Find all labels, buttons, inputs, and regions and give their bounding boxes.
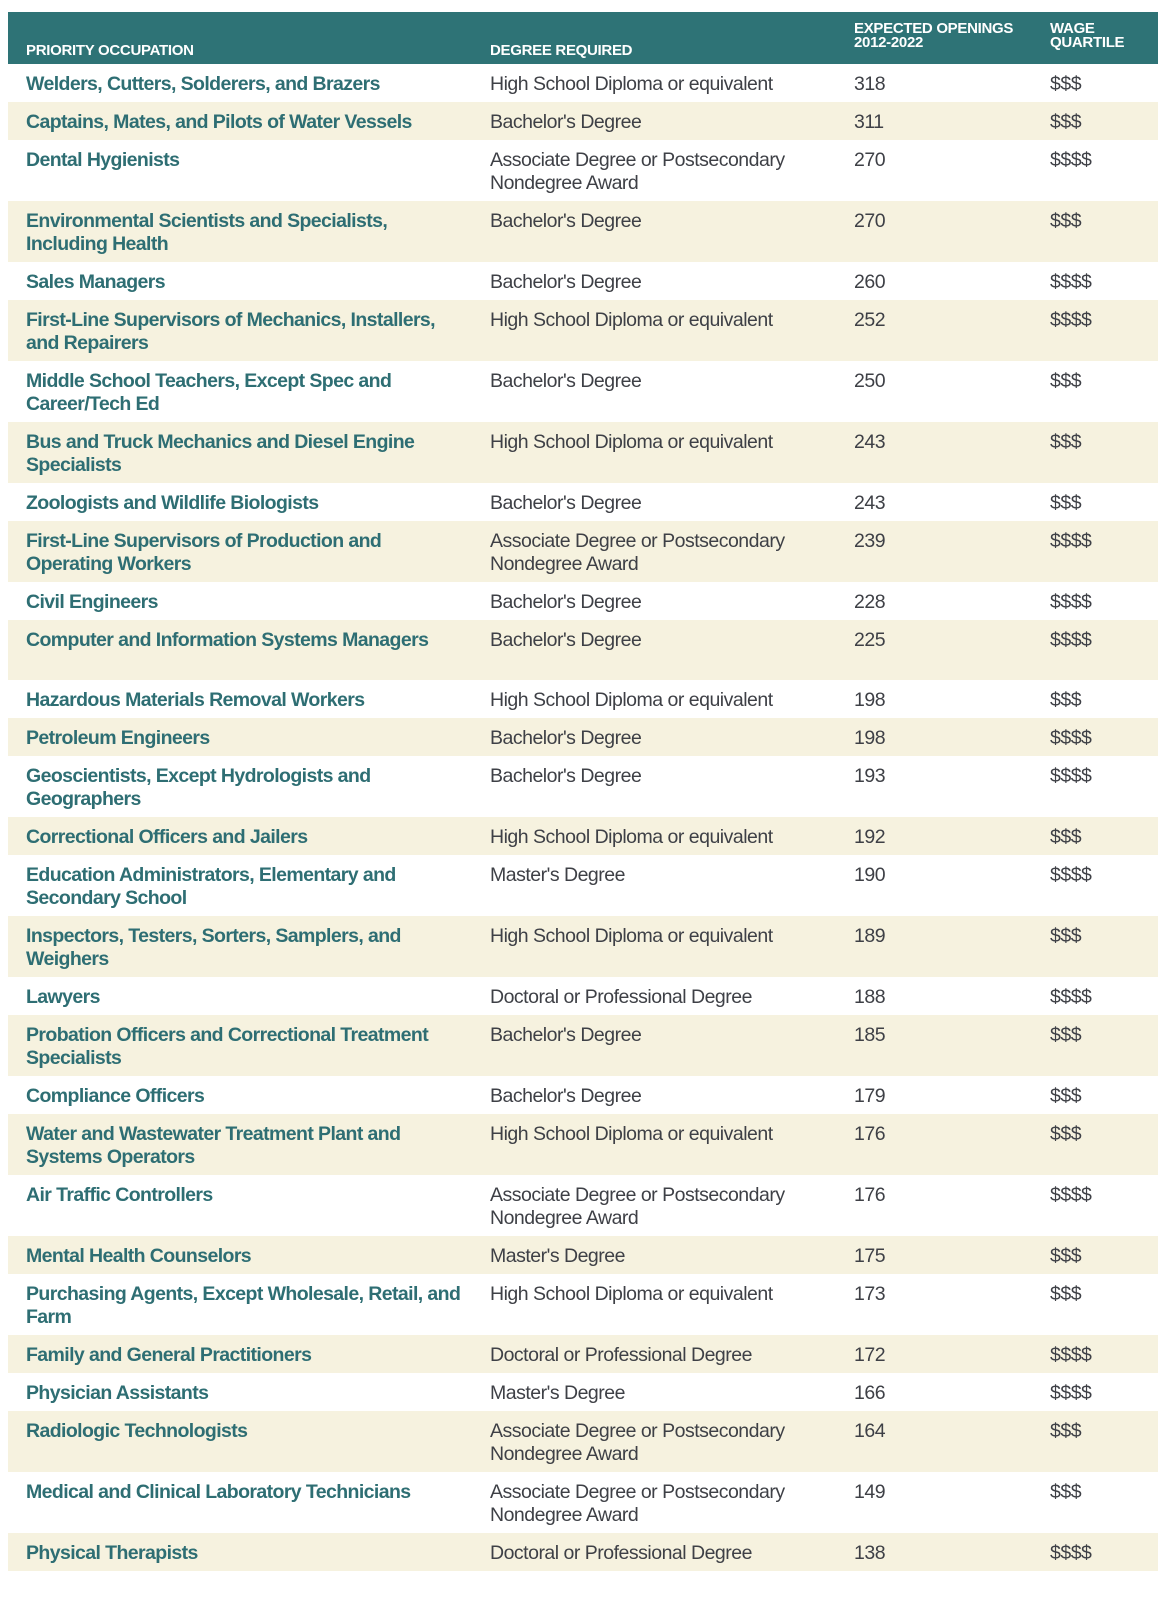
header-wage-line1: WAGE	[1050, 20, 1095, 37]
wage-cell: $$$	[1050, 111, 1082, 133]
table-row	[8, 262, 1158, 300]
occupation-cell: Captains, Mates, and Pilots of Water Vessels	[26, 111, 412, 133]
degree-cell: High School Diploma or equivalent	[490, 826, 773, 848]
wage-cell: $$$	[1050, 1024, 1082, 1046]
degree-cell: Bachelor's Degree	[490, 629, 642, 651]
openings-cell: 172	[854, 1344, 886, 1366]
openings-cell: 192	[854, 826, 886, 848]
openings-cell: 250	[854, 370, 886, 392]
openings-cell: 225	[854, 629, 886, 651]
header-occupation: PRIORITY OCCUPATION	[26, 42, 194, 59]
wage-cell: $$$	[1050, 826, 1082, 848]
openings-cell: 270	[854, 210, 886, 232]
header-openings-line1: EXPECTED OPENINGS	[854, 20, 1014, 37]
openings-cell: 179	[854, 1085, 886, 1107]
occupation-cell: First-Line Supervisors of Mechanics, Installers, and Repairers	[26, 309, 435, 354]
degree-cell: Bachelor's Degree	[490, 271, 642, 293]
wage-cell: $$$$	[1050, 986, 1092, 1008]
occupation-cell: First-Line Supervisors of Production and Operating Workers	[26, 530, 382, 575]
openings-cell: 243	[854, 492, 886, 514]
degree-cell: Bachelor's Degree	[490, 727, 642, 749]
occupation-cell: Air Traffic Controllers	[26, 1184, 213, 1206]
table-row	[8, 1472, 1158, 1533]
table-row	[8, 422, 1158, 483]
occupation-cell: Correctional Officers and Jailers	[26, 826, 308, 848]
openings-cell: 189	[854, 925, 886, 947]
wage-cell: $$$$	[1050, 1542, 1092, 1564]
openings-cell: 166	[854, 1382, 886, 1404]
occupation-cell: Probation Officers and Correctional Treatment Specialists	[26, 1024, 429, 1069]
table-row	[8, 756, 1158, 817]
table-row	[8, 1015, 1158, 1076]
occupation-cell: Sales Managers	[26, 271, 166, 293]
wage-cell: $$$$	[1050, 591, 1092, 613]
occupation-cell: Education Administrators, Elementary and Secondary School	[26, 864, 396, 909]
table-row	[8, 1533, 1158, 1571]
degree-cell: Associate Degree or Postsecondary Nondegree Award	[490, 149, 785, 194]
wage-cell: $$$	[1050, 73, 1082, 95]
header-wage	[1042, 12, 1158, 64]
wage-cell: $$$	[1050, 1085, 1082, 1107]
occupation-cell: Dental Hygienists	[26, 149, 180, 171]
wage-cell: $$$$	[1050, 1184, 1092, 1206]
table-header	[8, 12, 1158, 64]
degree-cell: Associate Degree or Postsecondary Nondegree Award	[490, 1420, 785, 1465]
degree-cell: High School Diploma or equivalent	[490, 73, 773, 95]
occupation-cell: Hazardous Materials Removal Workers	[26, 689, 365, 711]
degree-cell: Bachelor's Degree	[490, 111, 642, 133]
wage-cell: $$$	[1050, 925, 1082, 947]
priority-occupations-table	[8, 12, 1158, 1571]
table-row	[8, 855, 1158, 916]
degree-cell: High School Diploma or equivalent	[490, 1123, 773, 1145]
table-row	[8, 582, 1158, 620]
occupation-cell: Water and Wastewater Treatment Plant and Systems Operators	[26, 1123, 401, 1168]
header-degree: DEGREE REQUIRED	[490, 42, 633, 59]
degree-cell: Associate Degree or Postsecondary Nondegree Award	[490, 530, 785, 575]
wage-cell: $$$$	[1050, 629, 1092, 651]
openings-cell: 190	[854, 864, 886, 886]
table-row	[8, 1076, 1158, 1114]
header-wage-line2: QUARTILE	[1050, 34, 1125, 51]
occupation-cell: Inspectors, Testers, Sorters, Samplers, and Weighers	[26, 925, 401, 970]
openings-cell: 228	[854, 591, 886, 613]
occupation-cell: Environmental Scientists and Specialists, Including Health	[26, 210, 388, 255]
openings-cell: 270	[854, 149, 886, 171]
occupation-cell: Petroleum Engineers	[26, 727, 210, 749]
occupation-cell: Computer and Information Systems Managers	[26, 629, 429, 651]
openings-cell: 198	[854, 727, 886, 749]
table-row	[8, 817, 1158, 855]
degree-cell: High School Diploma or equivalent	[490, 925, 773, 947]
table-row	[8, 718, 1158, 756]
degree-cell: Bachelor's Degree	[490, 370, 642, 392]
openings-cell: 311	[854, 111, 884, 133]
degree-cell: High School Diploma or equivalent	[490, 689, 773, 711]
occupation-cell: Compliance Officers	[26, 1085, 205, 1107]
degree-cell: Master's Degree	[490, 1245, 625, 1267]
occupation-cell: Purchasing Agents, Except Wholesale, Retail, and Farm	[26, 1283, 461, 1328]
openings-cell: 164	[854, 1420, 886, 1442]
occupation-cell: Welders, Cutters, Solderers, and Brazers	[26, 73, 380, 95]
degree-cell: Doctoral or Professional Degree	[490, 1542, 752, 1564]
table-row	[8, 140, 1158, 201]
degree-cell: Associate Degree or Postsecondary Nondegree Award	[490, 1184, 785, 1229]
degree-cell: High School Diploma or equivalent	[490, 309, 773, 331]
table-row	[8, 361, 1158, 422]
wage-cell: $$$	[1050, 689, 1082, 711]
openings-cell: 149	[854, 1481, 886, 1503]
wage-cell: $$$	[1050, 1245, 1082, 1267]
degree-cell: Master's Degree	[490, 1382, 625, 1404]
wage-cell: $$$$	[1050, 765, 1092, 787]
header-openings-line2: 2012-2022	[854, 34, 924, 51]
openings-cell: 173	[854, 1283, 886, 1305]
occupation-cell: Middle School Teachers, Except Spec and Career/Tech Ed	[26, 370, 392, 415]
openings-cell: 175	[854, 1245, 886, 1267]
degree-cell: Bachelor's Degree	[490, 210, 642, 232]
degree-cell: Doctoral or Professional Degree	[490, 986, 752, 1008]
degree-cell: Doctoral or Professional Degree	[490, 1344, 752, 1366]
openings-cell: 252	[854, 309, 886, 331]
table-row	[8, 1373, 1158, 1411]
wage-cell: $$$$	[1050, 1382, 1092, 1404]
wage-cell: $$$$	[1050, 530, 1092, 552]
openings-cell: 239	[854, 530, 886, 552]
wage-cell: $$$$	[1050, 1344, 1092, 1366]
table-row	[8, 620, 1158, 680]
openings-cell: 198	[854, 689, 886, 711]
table-row	[8, 1335, 1158, 1373]
occupation-cell: Medical and Clinical Laboratory Technicians	[26, 1481, 411, 1503]
wage-cell: $$$	[1050, 1481, 1082, 1503]
openings-cell: 260	[854, 271, 886, 293]
occupation-table-container	[8, 12, 1158, 1571]
degree-cell: Master's Degree	[490, 864, 625, 886]
wage-cell: $$$	[1050, 370, 1082, 392]
table-row	[8, 201, 1158, 262]
wage-cell: $$$$	[1050, 727, 1092, 749]
table-row	[8, 64, 1158, 102]
wage-cell: $$$$	[1050, 309, 1092, 331]
openings-cell: 188	[854, 986, 886, 1008]
table-row	[8, 521, 1158, 582]
wage-cell: $$$	[1050, 1123, 1082, 1145]
occupation-cell: Civil Engineers	[26, 591, 158, 613]
table-body	[8, 64, 1158, 1571]
occupation-cell: Mental Health Counselors	[26, 1245, 252, 1267]
table-row	[8, 102, 1158, 140]
degree-cell: Bachelor's Degree	[490, 1085, 642, 1107]
wage-cell: $$$	[1050, 1420, 1082, 1442]
occupation-cell: Physical Therapists	[26, 1542, 198, 1564]
table-row	[8, 1114, 1158, 1175]
degree-cell: Bachelor's Degree	[490, 591, 642, 613]
table-row	[8, 1236, 1158, 1274]
table-row	[8, 916, 1158, 977]
wage-cell: $$$	[1050, 492, 1082, 514]
openings-cell: 176	[854, 1184, 886, 1206]
table-row	[8, 1175, 1158, 1236]
openings-cell: 176	[854, 1123, 886, 1145]
openings-cell: 193	[854, 765, 886, 787]
occupation-cell: Zoologists and Wildlife Biologists	[26, 492, 319, 514]
occupation-cell: Lawyers	[26, 986, 100, 1008]
wage-cell: $$$	[1050, 431, 1082, 453]
openings-cell: 243	[854, 431, 886, 453]
degree-cell: Associate Degree or Postsecondary Nondegree Award	[490, 1481, 785, 1526]
table-row	[8, 1411, 1158, 1472]
occupation-cell: Bus and Truck Mechanics and Diesel Engine Specialists	[26, 431, 415, 476]
table-row	[8, 680, 1158, 718]
table-row	[8, 300, 1158, 361]
degree-cell: High School Diploma or equivalent	[490, 431, 773, 453]
openings-cell: 318	[854, 73, 886, 95]
table-row	[8, 977, 1158, 1015]
table-row	[8, 483, 1158, 521]
header-row	[8, 12, 1158, 64]
degree-cell: Bachelor's Degree	[490, 765, 642, 787]
degree-cell: Bachelor's Degree	[490, 492, 642, 514]
occupation-cell: Physician Assistants	[26, 1382, 209, 1404]
degree-cell: High School Diploma or equivalent	[490, 1283, 773, 1305]
openings-cell: 138	[854, 1542, 886, 1564]
degree-cell: Bachelor's Degree	[490, 1024, 642, 1046]
header-openings	[842, 12, 1042, 64]
wage-cell: $$$	[1050, 210, 1082, 232]
occupation-cell: Geoscientists, Except Hydrologists and Geographers	[26, 765, 371, 810]
occupation-cell: Family and General Practitioners	[26, 1344, 312, 1366]
wage-cell: $$$$	[1050, 149, 1092, 171]
occupation-cell: Radiologic Technologists	[26, 1420, 248, 1442]
wage-cell: $$$$	[1050, 271, 1092, 293]
openings-cell: 185	[854, 1024, 886, 1046]
table-row	[8, 1274, 1158, 1335]
wage-cell: $$$$	[1050, 864, 1092, 886]
wage-cell: $$$	[1050, 1283, 1082, 1305]
